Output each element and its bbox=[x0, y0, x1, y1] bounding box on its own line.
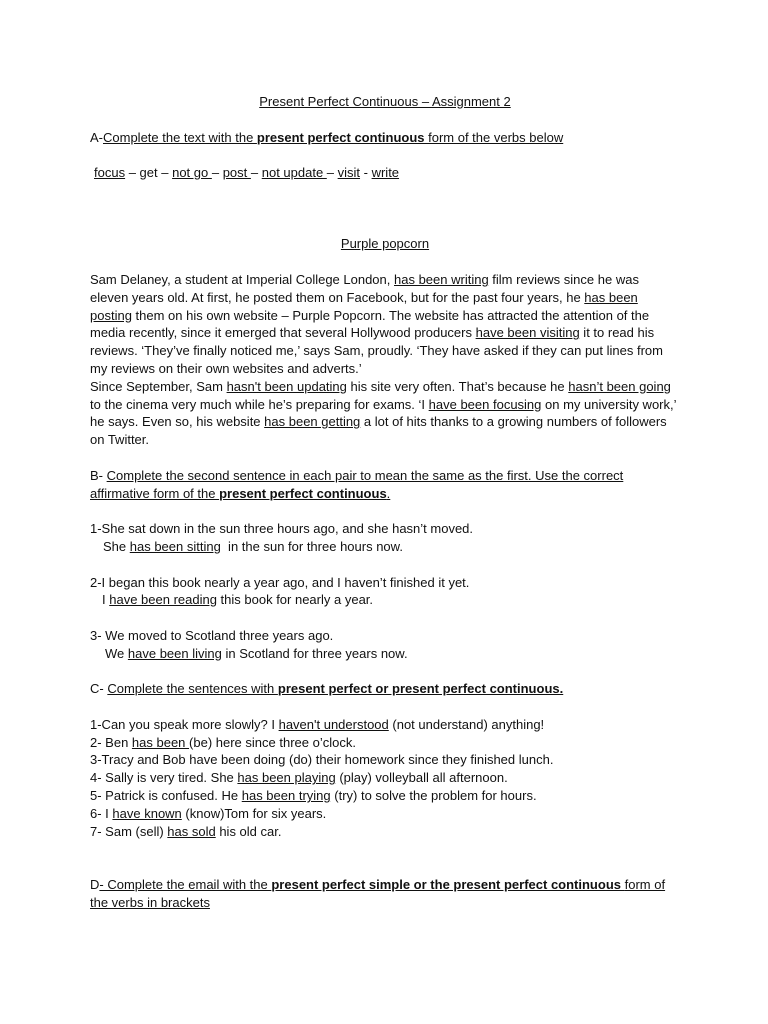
section-a-label: A- bbox=[90, 129, 103, 145]
item-answer-line bbox=[90, 538, 680, 556]
section-d-instr-bold: present perfect simple or the present perfect continuous bbox=[271, 877, 625, 893]
item-answer-line bbox=[90, 645, 680, 663]
item-post: in the sun for three hours now. bbox=[220, 538, 403, 554]
section-b-heading bbox=[90, 467, 680, 503]
item-pre: 7- Sam (sell) bbox=[90, 823, 168, 839]
story-paragraph-1 bbox=[90, 271, 680, 378]
item-pre: We bbox=[105, 645, 128, 661]
story-answer: hasn’t been going bbox=[568, 378, 671, 394]
item-answer: haven't understood bbox=[278, 716, 389, 732]
story-text: film reviews since he was eleven years old. At first, he posted them on Facebook, but for the past four years, he bbox=[90, 271, 639, 305]
item-pre: 4- Sally is very tired. She bbox=[90, 770, 238, 786]
item-answer: have been living bbox=[127, 645, 222, 661]
item-pre: 2- Ben bbox=[90, 734, 132, 750]
section-c-item bbox=[90, 823, 680, 841]
verb-item: get bbox=[139, 165, 158, 181]
section-b-instr-bold: present perfect continuous bbox=[219, 485, 387, 501]
section-d-instr-2: form of the verbs in brackets bbox=[90, 877, 666, 910]
story-text: a lot of hits thanks to a growing numbers of followers on Twitter. bbox=[90, 414, 667, 448]
story-answer: has been getting bbox=[264, 414, 361, 430]
item-answer: have been reading bbox=[109, 592, 217, 608]
item-question: 3- We moved to Scotland three years ago. bbox=[90, 627, 334, 643]
section-c-item bbox=[90, 769, 680, 787]
item-answer: have known bbox=[112, 805, 182, 821]
story-answer: hasn't been updating bbox=[226, 378, 347, 394]
verb-item: not update bbox=[261, 165, 327, 181]
item-post: (try) to solve the problem for hours. bbox=[330, 788, 537, 804]
item-post: (know)Tom for six years. bbox=[181, 805, 327, 821]
section-d-label: D bbox=[90, 877, 100, 893]
section-a-instr-bold: present perfect continuous bbox=[256, 129, 425, 145]
story-text: Sam Delaney, a student at Imperial College London, bbox=[90, 271, 394, 287]
story-paragraph-2 bbox=[90, 378, 680, 449]
section-b-instr-end: . bbox=[386, 485, 391, 501]
item-pre: She bbox=[103, 538, 130, 554]
item-question: 1-She sat down in the sun three hours ago, and she hasn’t moved. bbox=[90, 521, 474, 537]
section-b-item-2 bbox=[90, 574, 680, 610]
section-b-item-3 bbox=[90, 627, 680, 663]
verb-item: post bbox=[222, 165, 251, 181]
section-c-label: C- bbox=[90, 681, 108, 697]
item-post: his old car. bbox=[215, 823, 282, 839]
section-c-item bbox=[90, 787, 680, 805]
section-b-label: B- bbox=[90, 467, 107, 483]
item-pre: I bbox=[102, 592, 110, 608]
item-answer-line bbox=[90, 591, 680, 609]
item-post: (play) volleyball all afternoon. bbox=[335, 770, 508, 786]
section-c-instr-bold: present perfect or present perfect continuous. bbox=[277, 681, 564, 697]
verb-item: visit bbox=[337, 165, 361, 181]
item-question: 2-I began this book nearly a year ago, and I haven’t finished it yet. bbox=[90, 574, 470, 590]
item-pre: 5- Patrick is confused. He bbox=[90, 788, 242, 804]
item-pre: 6- I bbox=[90, 805, 113, 821]
story-text: Since September, Sam bbox=[90, 378, 227, 394]
section-c-item bbox=[90, 805, 680, 823]
story-answer: have been visiting bbox=[475, 325, 580, 341]
section-c-list bbox=[90, 716, 680, 841]
story-answer: has been posting bbox=[90, 289, 638, 323]
section-a-instr-2: form of the verbs below bbox=[424, 129, 564, 145]
section-d-instr-1: - Complete the email with the bbox=[99, 877, 272, 893]
section-a-instr-1: Complete the text with the bbox=[103, 129, 257, 145]
story-answer: have been focusing bbox=[428, 396, 542, 412]
item-answer: has been bbox=[131, 734, 190, 750]
verb-list: focus – get – not go – post – not update – visit - write bbox=[94, 165, 400, 181]
title-text: Present Perfect Continuous – Assignment 2 bbox=[259, 94, 511, 109]
section-c-instr: Complete the sentences with bbox=[107, 681, 278, 697]
story-text: them on his own website – Purple Popcorn. The website has attracted the attention of the media recently, since it emerged that several Hollywood producers bbox=[90, 307, 650, 341]
story-text: his site very often. That’s because he bbox=[346, 378, 569, 394]
item-pre: 1-Can you speak more slowly? I bbox=[90, 716, 279, 732]
section-d-heading bbox=[90, 876, 680, 912]
item-answer: has been trying bbox=[241, 788, 331, 804]
section-c-item bbox=[90, 734, 680, 752]
item-answer: has been playing bbox=[237, 770, 336, 786]
item-answer: has sold bbox=[167, 823, 216, 839]
worksheet-title bbox=[90, 93, 680, 111]
story-title-text: Purple popcorn bbox=[340, 236, 430, 252]
story-text: it to read his reviews. ‘They’ve finally noticed me,’ says Sam, proudly. ‘They have asked if they can put lines from my reviews on their own websites and adverts.’ bbox=[90, 325, 663, 376]
verb-item: focus bbox=[94, 165, 126, 181]
item-answer: has been sitting bbox=[129, 538, 221, 554]
section-a-heading bbox=[90, 129, 680, 147]
item-post: in Scotland for three years now. bbox=[221, 645, 408, 661]
section-b-instr: Complete the second sentence in each pair to mean the same as the first. Use the correct affirmative form of the bbox=[90, 467, 624, 501]
item-post: this book for nearly a year. bbox=[216, 592, 374, 608]
item-post: (not understand) anything! bbox=[388, 716, 545, 732]
story-text: on my university work,’ he says. Even so, his website bbox=[90, 396, 677, 430]
story-text: to the cinema very much while he’s preparing for exams. ‘I bbox=[90, 396, 429, 412]
verb-item: write bbox=[371, 165, 400, 181]
verb-item: not go bbox=[172, 165, 212, 181]
section-c-item bbox=[90, 751, 680, 769]
story-answer: has been writing bbox=[394, 271, 489, 287]
worksheet bbox=[90, 93, 680, 912]
story-title bbox=[90, 235, 680, 253]
section-c-heading bbox=[90, 680, 680, 698]
item-pre: 3-Tracy and Bob have been doing (do) their homework since they finished lunch. bbox=[90, 752, 554, 768]
section-b-item-1 bbox=[90, 520, 680, 556]
item-post: (be) here since three o’clock. bbox=[189, 734, 356, 750]
section-c-item bbox=[90, 716, 680, 734]
